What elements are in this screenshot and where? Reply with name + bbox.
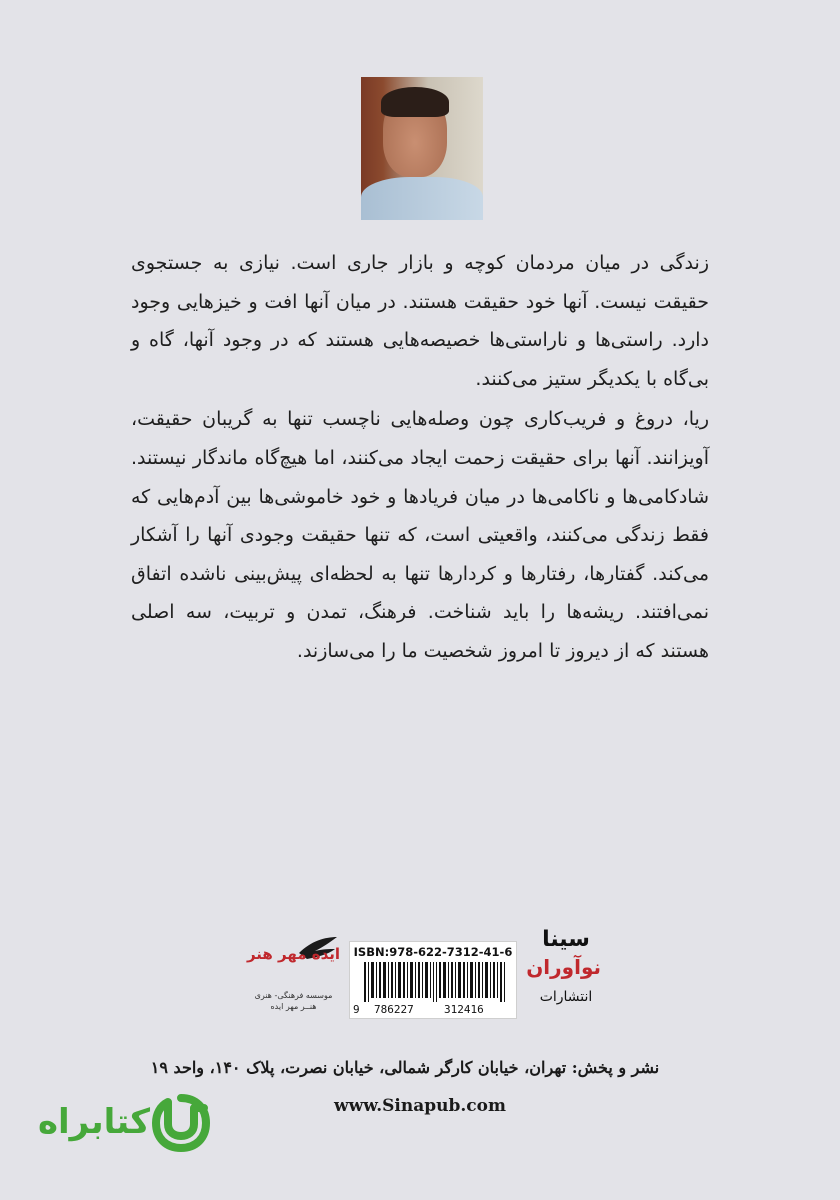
ketabrah-text: کتابراه xyxy=(37,1102,150,1142)
hunar-mark-text: ایده مهر هنر xyxy=(246,945,341,963)
hunar-line-1: موسسه فرهنگی- هنری xyxy=(254,991,333,1000)
isbn-digits-right: 312416 xyxy=(444,1003,484,1016)
hunar-publisher-logo xyxy=(245,935,342,1017)
isbn-barcode xyxy=(349,941,517,1019)
isbn-label: ISBN:978-622-7312-41-6 xyxy=(353,945,513,959)
noavaran-name: نوآوران xyxy=(526,955,601,979)
ketabrah-logo-icon xyxy=(152,1094,210,1152)
isbn-digits-left: 786227 xyxy=(374,1003,414,1016)
sina-name: سینا xyxy=(542,927,590,952)
ketabrah-watermark xyxy=(37,1090,210,1160)
publisher-website: www.Sinapub.com xyxy=(334,1096,506,1116)
isbn-lead-digit: 9 xyxy=(353,1003,360,1016)
barcode-bars xyxy=(362,962,510,1002)
back-cover-text xyxy=(131,244,709,673)
sina-publisher-logo xyxy=(526,925,601,1020)
author-hair xyxy=(381,87,449,117)
entesharat-label: انتشارات xyxy=(539,989,593,1005)
paragraph-1: زندگی در میان مردمان کوچه و بازار جاری است. نیازی به جستجوی حقیقت نیست. آنها خود حقیقت هستند. در میان آنها افت و خیزهایی وجود دارد. راستی‌ها و ناراستی‌ها خصیصه‌هایی هستند که در وجود آنها، گاه و بی‌گاه با یکدیگر ستیز می‌کنند. xyxy=(131,252,709,390)
author-photo xyxy=(361,77,483,220)
author-shirt xyxy=(361,177,483,220)
paragraph-2: ریا، دروغ و فریب‌کاری چون وصله‌هایی ناچسب تنها به گریبان حقیقت، آویزانند. آنها برای حقیقت زحمت ایجاد می‌کنند، اما هیچ‌گاه ماندگار نیستند. شادکامی‌ها و ناکامی‌ها در میان فریادها و خود خاموشی‌ها بین آدم‌هایی که فقط زندگی می‌کنند، واقعیتی است، که تنها حقیقت وجودی آنها را آشکار می‌کند. گفتارها، رفتارها و کردارها تنها به لحظه‌ای پیش‌بینی ناشده اتفاق نمی‌افتند. ریشه‌ها را باید شناخت. فرهنگ، تمدن و تربیت، سه اصلی هستند که از دیروز تا امروز شخصیت ما را می‌سازند. xyxy=(131,408,709,662)
publisher-address: نشر و پخش: تهران، خیابان کارگر شمالی، خیابان نصرت، پلاک ۱۴۰، واحد ۱۹ xyxy=(150,1058,660,1077)
hunar-line-2: هنــر مهر ایده xyxy=(270,1002,317,1011)
